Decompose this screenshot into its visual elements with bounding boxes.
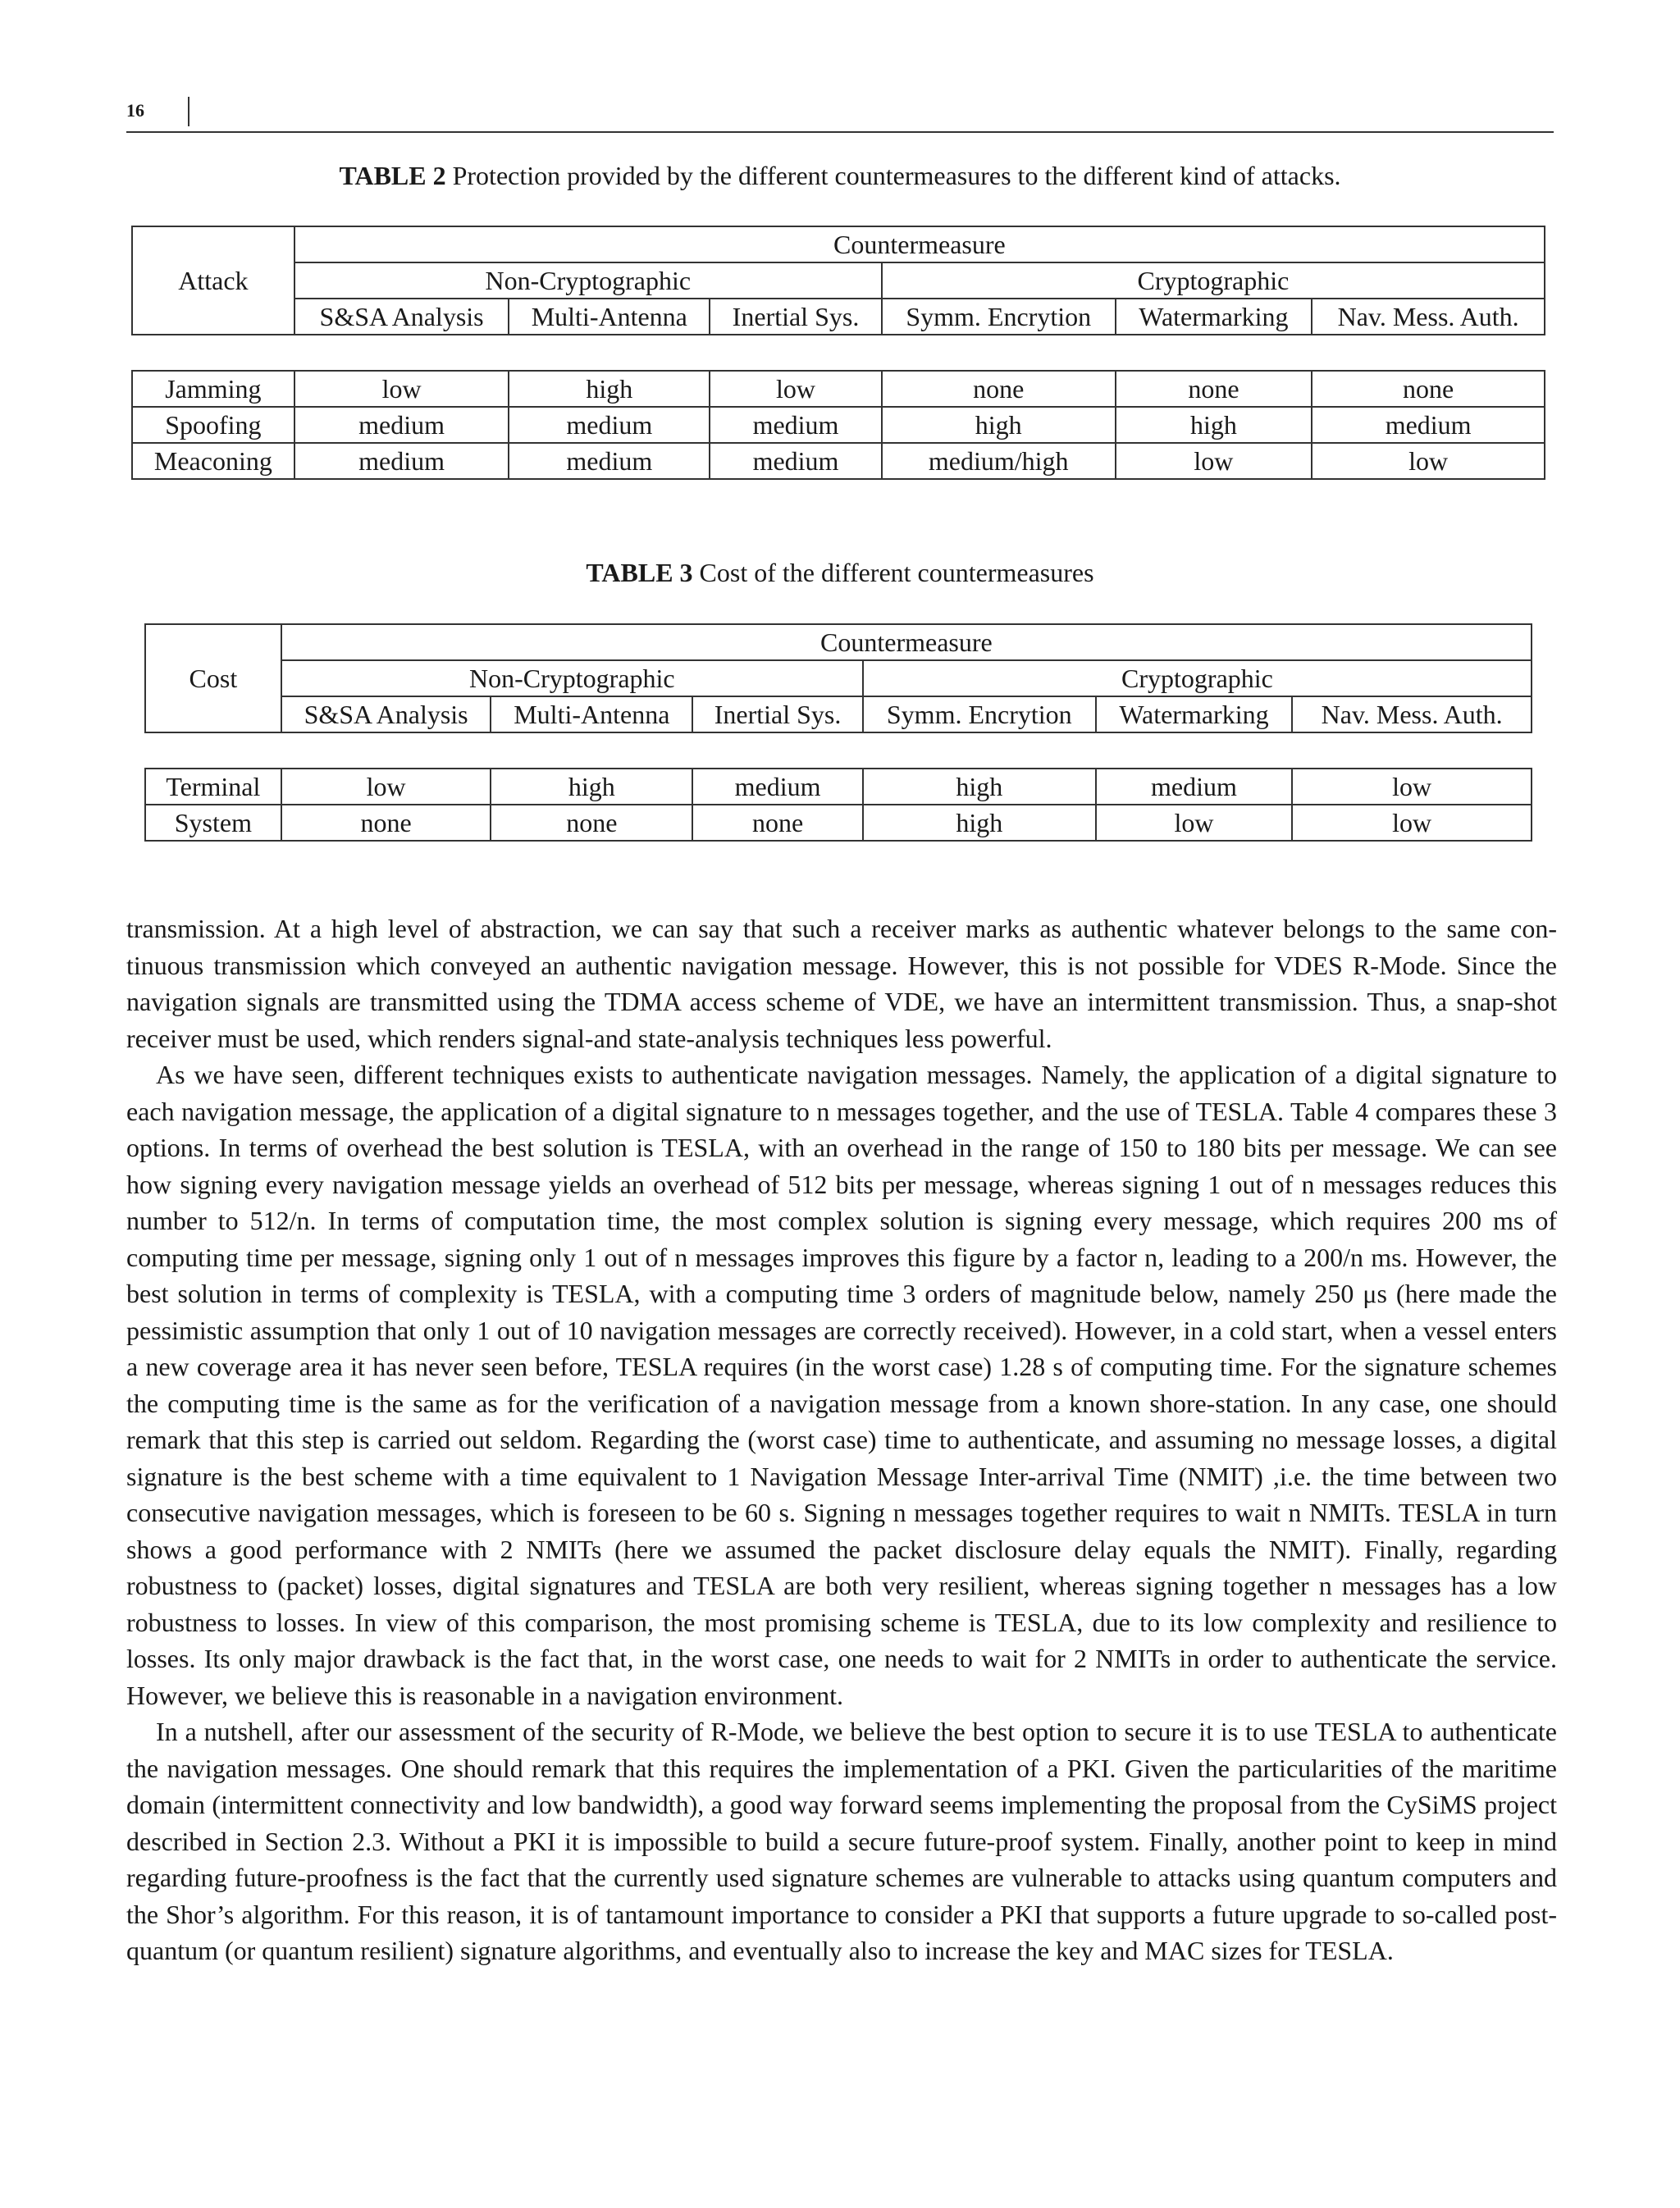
header-rule xyxy=(126,131,1554,133)
table3-col-header: Nav. Mess. Auth. xyxy=(1292,696,1532,732)
table-cell: high xyxy=(863,769,1096,805)
table-cell: none xyxy=(1116,371,1312,407)
table-cell: medium xyxy=(509,407,710,443)
table3-col-header: Inertial Sys. xyxy=(692,696,863,732)
paragraph: In a nutshell, after our assessment of the security of R-Mode, we believe the best option to secure it is to use TESLA to authenticate the navigation messages. One should remark that this requires the implementation of a PKI. Given the particularities of the maritime domain (intermittent connectivity and low bandwidth), a good way forward seems implementing the proposal from the CySiMS project described in Section 2.3. Without a PKI it is impossible to build a secure future-proof system. Finally, another point to keep in mind regarding future-proofness is the fact that the currently used signature schemes are vulnerable to attacks using quantum computers and the Shor’s algorithm. For this reason, it is of tantamount importance to consider a PKI that supports a future upgrade to so-called post-quantum (or quantum resilient) signature algorithms, and eventually also to increase the key and MAC sizes for TESLA. xyxy=(126,1717,1557,1965)
table2-row-label: Jamming xyxy=(132,371,294,407)
table-cell: high xyxy=(509,371,710,407)
table-cell: low xyxy=(294,371,509,407)
table-row xyxy=(132,407,1545,443)
table-row xyxy=(132,371,1545,407)
table2-col-header: Watermarking xyxy=(1116,299,1312,335)
paragraph: transmission. At a high level of abstraction, we can say that such a receiver marks as authentic whatever belongs to the same con-tinuous transmission which conveyed an authentic navigation message. However, this is not possible for VDES R-Mode. Since the navigation signals are transmitted using the TDMA access scheme of VDE, we have an intermittent transmission. Thus, a snap-shot receiver must be used, which renders signal-and state-analysis techniques less powerful. xyxy=(126,914,1557,1053)
table-cell: high xyxy=(491,769,692,805)
table-cell: none xyxy=(882,371,1116,407)
table-cell: none xyxy=(1312,371,1545,407)
table3-column-headers xyxy=(145,696,1532,732)
table-cell: high xyxy=(863,805,1096,841)
table-cell: low xyxy=(1312,443,1545,479)
table-cell: low xyxy=(1292,805,1532,841)
table2-caption-label: TABLE 2 xyxy=(339,161,446,190)
table3 xyxy=(144,623,1532,842)
table-cell: medium xyxy=(710,407,882,443)
table2-row-label: Spoofing xyxy=(132,407,294,443)
table-cell: high xyxy=(1116,407,1312,443)
table3-col-header: Watermarking xyxy=(1096,696,1293,732)
table2-group-header: Countermeasure xyxy=(294,226,1545,262)
table3-row-label: Terminal xyxy=(145,769,281,805)
table3-caption xyxy=(126,558,1554,588)
table2-subgroup-crypto: Cryptographic xyxy=(882,262,1545,299)
table2-row-label: Meaconing xyxy=(132,443,294,479)
table-cell: low xyxy=(710,371,882,407)
table-cell: high xyxy=(882,407,1116,443)
table2-col-header: Nav. Mess. Auth. xyxy=(1312,299,1545,335)
table3-col-header: Symm. Encrytion xyxy=(863,696,1096,732)
table-cell: low xyxy=(1096,805,1293,841)
table-cell: low xyxy=(281,769,491,805)
table-cell: medium xyxy=(692,769,863,805)
table3-col-header: Multi-Antenna xyxy=(491,696,692,732)
table-cell: medium xyxy=(509,443,710,479)
table-cell: none xyxy=(281,805,491,841)
table2-col-header: Multi-Antenna xyxy=(509,299,710,335)
table2-caption xyxy=(126,161,1554,191)
table3-col-header: S&SA Analysis xyxy=(281,696,491,732)
table-cell: none xyxy=(692,805,863,841)
table-row xyxy=(132,443,1545,479)
table2-column-headers xyxy=(132,299,1545,335)
table-cell: medium xyxy=(1096,769,1293,805)
table2-col-header: S&SA Analysis xyxy=(294,299,509,335)
table-row xyxy=(145,769,1532,805)
body-text xyxy=(126,910,1557,1969)
table2-col-header: Inertial Sys. xyxy=(710,299,882,335)
table-cell: medium/high xyxy=(882,443,1116,479)
table3-row-label: System xyxy=(145,805,281,841)
table-cell: medium xyxy=(294,407,509,443)
table-cell: medium xyxy=(294,443,509,479)
table-cell: medium xyxy=(1312,407,1545,443)
page-number: 16 xyxy=(126,100,144,121)
header-separator xyxy=(188,97,189,126)
table2 xyxy=(131,226,1545,480)
table-cell: none xyxy=(491,805,692,841)
table3-caption-label: TABLE 3 xyxy=(586,558,693,587)
table2-gap xyxy=(132,335,1545,371)
table-row xyxy=(145,805,1532,841)
table-cell: low xyxy=(1116,443,1312,479)
table3-row-header: Cost xyxy=(145,624,281,732)
table-cell: low xyxy=(1292,769,1532,805)
paragraph: As we have seen, different techniques exists to authenticate navigation messages. Namely, the application of a digital signature to each navigation message, the application of a digital signature to n messages together, and the use of TESLA. Table 4 compares these 3 options. In terms of overhead the best solution is TESLA, with an overhead in the range of 150 to 180 bits per message. We can see how signing every navigation message yields an overhead of 512 bits per message, whereas signing 1 out of n messages reduces this number to 512/n. In terms of computation time, the most complex solution is signing every message, which requires 200 ms of computing time per message, signing only 1 out of n messages improves this figure by a factor n, leading to a 200/n ms. However, the best solution in terms of complexity is TESLA, with a computing time 3 orders of magnitude below, namely 250 μs (here made the pessimistic assumption that only 1 out of 10 navigation messages are correctly received). However, in a cold start, when a vessel enters a new coverage area it has never seen before, TESLA requires (in the worst case) 1.28 s of computing time. For the signature schemes the computing time is the same as for the verification of a navigation message from a known shore-station. In any case, one should remark that this step is carried out seldom. Regarding the (worst case) time to authenticate, and assuming no message losses, a digital signature is the best scheme with a time equivalent to 1 Navigation Message Inter-arrival Time (NMIT) ,i.e. the time between two consecutive navigation messages, which is foreseen to be 60 s. Signing n messages together requires to wait n NMITs. TESLA in turn shows a good performance with 2 NMITs (here we assumed the packet disclosure delay equals the NMIT). Finally, regarding robustness to (packet) losses, digital signatures and TESLA are both very resilient, whereas signing together n messages has a low robustness to losses. In view of this comparison, the most promising scheme is TESLA, due to its low complexity and resilience to losses. Its only major drawback is the fact that, in the worst case, one needs to wait for 2 NMITs in order to authenticate the service. However, we believe this is reasonable in a navigation environment. xyxy=(126,1060,1557,1710)
table2-subgroup-noncrypto: Non-Cryptographic xyxy=(294,262,882,299)
table-cell: medium xyxy=(710,443,882,479)
table2-row-header: Attack xyxy=(132,226,294,335)
table3-caption-text: Cost of the different countermeasures xyxy=(692,558,1094,587)
table2-col-header: Symm. Encrytion xyxy=(882,299,1116,335)
table3-subgroup-crypto: Cryptographic xyxy=(863,660,1532,696)
table2-caption-text: Protection provided by the different countermeasures to the different kind of attacks. xyxy=(445,161,1341,190)
table3-subgroup-noncrypto: Non-Cryptographic xyxy=(281,660,863,696)
table3-gap xyxy=(145,732,1532,769)
table3-group-header: Countermeasure xyxy=(281,624,1532,660)
